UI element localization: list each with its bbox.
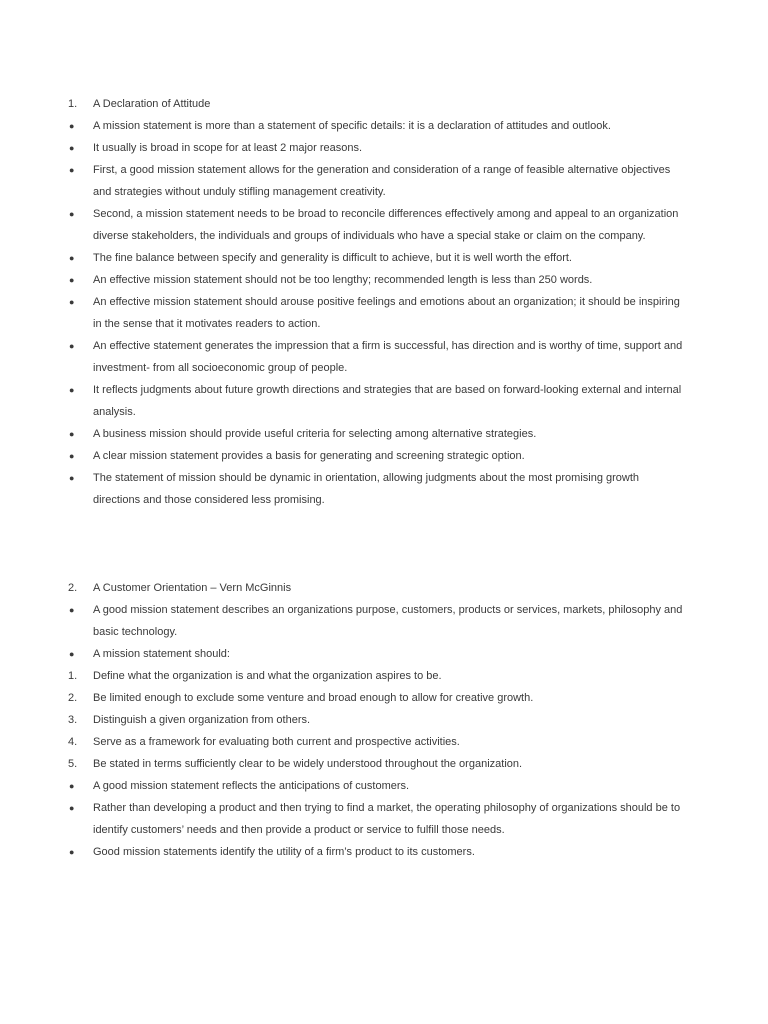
list-item-text: The statement of mission should be dynamic in orientation, allowing judgments about the most promising growth directions and those considered less promising. bbox=[93, 472, 640, 506]
list-item-text: Rather than developing a product and then trying to find a market, the operating philosophy of organizations should be to identify customers’ needs and then provide a product or service to fulfill those needs. bbox=[93, 802, 681, 836]
list-item bbox=[68, 731, 688, 753]
number-marker: 4. bbox=[68, 736, 78, 748]
list-item bbox=[68, 797, 688, 841]
list-item bbox=[68, 709, 688, 731]
list-item-text: A clear mission statement provides a basis for generating and screening strategic option. bbox=[93, 450, 525, 462]
bullet-marker: ● bbox=[69, 473, 75, 483]
list-item bbox=[68, 467, 688, 511]
list-item-text: Good mission statements identify the utility of a firm’s product to its customers. bbox=[93, 846, 475, 858]
list-item bbox=[68, 775, 688, 797]
bullet-marker: ● bbox=[69, 429, 75, 439]
bullet-marker: ● bbox=[69, 451, 75, 461]
list-item-text: It usually is broad in scope for at least 2 major reasons. bbox=[93, 142, 363, 154]
list-item bbox=[68, 203, 688, 247]
list-item bbox=[68, 687, 688, 709]
number-marker: 1. bbox=[68, 98, 78, 110]
list-item bbox=[68, 753, 688, 775]
list-item-text: First, a good mission statement allows for the generation and consideration of a range of feasible alternative objectives and strategies without unduly stifling management creativity. bbox=[93, 164, 671, 198]
list-item bbox=[68, 291, 688, 335]
list-item bbox=[68, 115, 688, 137]
list-item bbox=[68, 599, 688, 643]
bullet-marker: ● bbox=[69, 121, 75, 131]
bullet-marker: ● bbox=[69, 385, 75, 395]
number-marker: 5. bbox=[68, 758, 78, 770]
list-item-text: A mission statement is more than a statement of specific details: it is a declaration of attitudes and outlook. bbox=[93, 120, 611, 132]
list-item-text: A Customer Orientation – Vern McGinnis bbox=[93, 582, 292, 594]
list-item-text: A good mission statement describes an organizations purpose, customers, products or services, markets, philosophy and basic technology. bbox=[93, 604, 683, 638]
list-item-text: Distinguish a given organization from others. bbox=[93, 714, 311, 726]
bullet-marker: ● bbox=[69, 253, 75, 263]
list-item-text: An effective mission statement should arouse positive feelings and emotions about an organization; it should be inspiring in the sense that it motivates readers to action. bbox=[93, 296, 680, 330]
bullet-marker: ● bbox=[69, 275, 75, 285]
number-marker: 3. bbox=[68, 714, 78, 726]
list-item bbox=[68, 269, 688, 291]
number-marker: 1. bbox=[68, 670, 78, 682]
section-customer-orientation bbox=[68, 577, 688, 863]
bullet-marker: ● bbox=[69, 605, 75, 615]
bullet-marker: ● bbox=[69, 781, 75, 791]
list-item bbox=[68, 423, 688, 445]
list-item-text: Be limited enough to exclude some venture and broad enough to allow for creative growth. bbox=[93, 692, 534, 704]
bullet-marker: ● bbox=[69, 297, 75, 307]
bullet-marker: ● bbox=[69, 649, 75, 659]
list-item bbox=[68, 159, 688, 203]
number-marker: 2. bbox=[68, 582, 78, 594]
list-item-text: An effective mission statement should not be too lengthy; recommended length is less than 250 words. bbox=[93, 274, 593, 286]
number-marker: 2. bbox=[68, 692, 78, 704]
list-item bbox=[68, 665, 688, 687]
list-item-text: Second, a mission statement needs to be broad to reconcile differences effectively among and appeal to an organization diverse stakeholders, the individuals and groups of individuals who have a special stake or claim on the company. bbox=[93, 208, 679, 242]
list-item bbox=[68, 841, 688, 863]
list-item bbox=[68, 93, 688, 115]
list-item bbox=[68, 445, 688, 467]
list-item-text: Be stated in terms sufficiently clear to be widely understood throughout the organization. bbox=[93, 758, 523, 770]
list-item-text: An effective statement generates the impression that a firm is successful, has direction and is worthy of time, support and investment- from all socioeconomic group of people. bbox=[93, 340, 683, 374]
list-item-text: Define what the organization is and what the organization aspires to be. bbox=[93, 670, 442, 682]
list-item bbox=[68, 137, 688, 159]
list-item bbox=[68, 335, 688, 379]
list-item-text: A Declaration of Attitude bbox=[93, 98, 211, 110]
bullet-marker: ● bbox=[69, 165, 75, 175]
list-item-text: The fine balance between specify and generality is difficult to achieve, but it is well worth the effort. bbox=[93, 252, 572, 264]
list-item bbox=[68, 247, 688, 269]
bullet-marker: ● bbox=[69, 341, 75, 351]
list-item-text: It reflects judgments about future growth directions and strategies that are based on forward-looking external and internal analysis. bbox=[93, 384, 682, 418]
bullet-marker: ● bbox=[69, 143, 75, 153]
list-item bbox=[68, 577, 688, 599]
list-item bbox=[68, 379, 688, 423]
bullet-marker: ● bbox=[69, 847, 75, 857]
bullet-marker: ● bbox=[69, 209, 75, 219]
list-item-text: A mission statement should: bbox=[93, 648, 230, 660]
bullet-marker: ● bbox=[69, 803, 75, 813]
list-item-text: A good mission statement reflects the anticipations of customers. bbox=[93, 780, 410, 792]
list-item bbox=[68, 643, 688, 665]
list-item-text: Serve as a framework for evaluating both current and prospective activities. bbox=[93, 736, 460, 748]
list-item-text: A business mission should provide useful criteria for selecting among alternative strategies. bbox=[93, 428, 537, 440]
section-declaration-of-attitude bbox=[68, 93, 688, 511]
